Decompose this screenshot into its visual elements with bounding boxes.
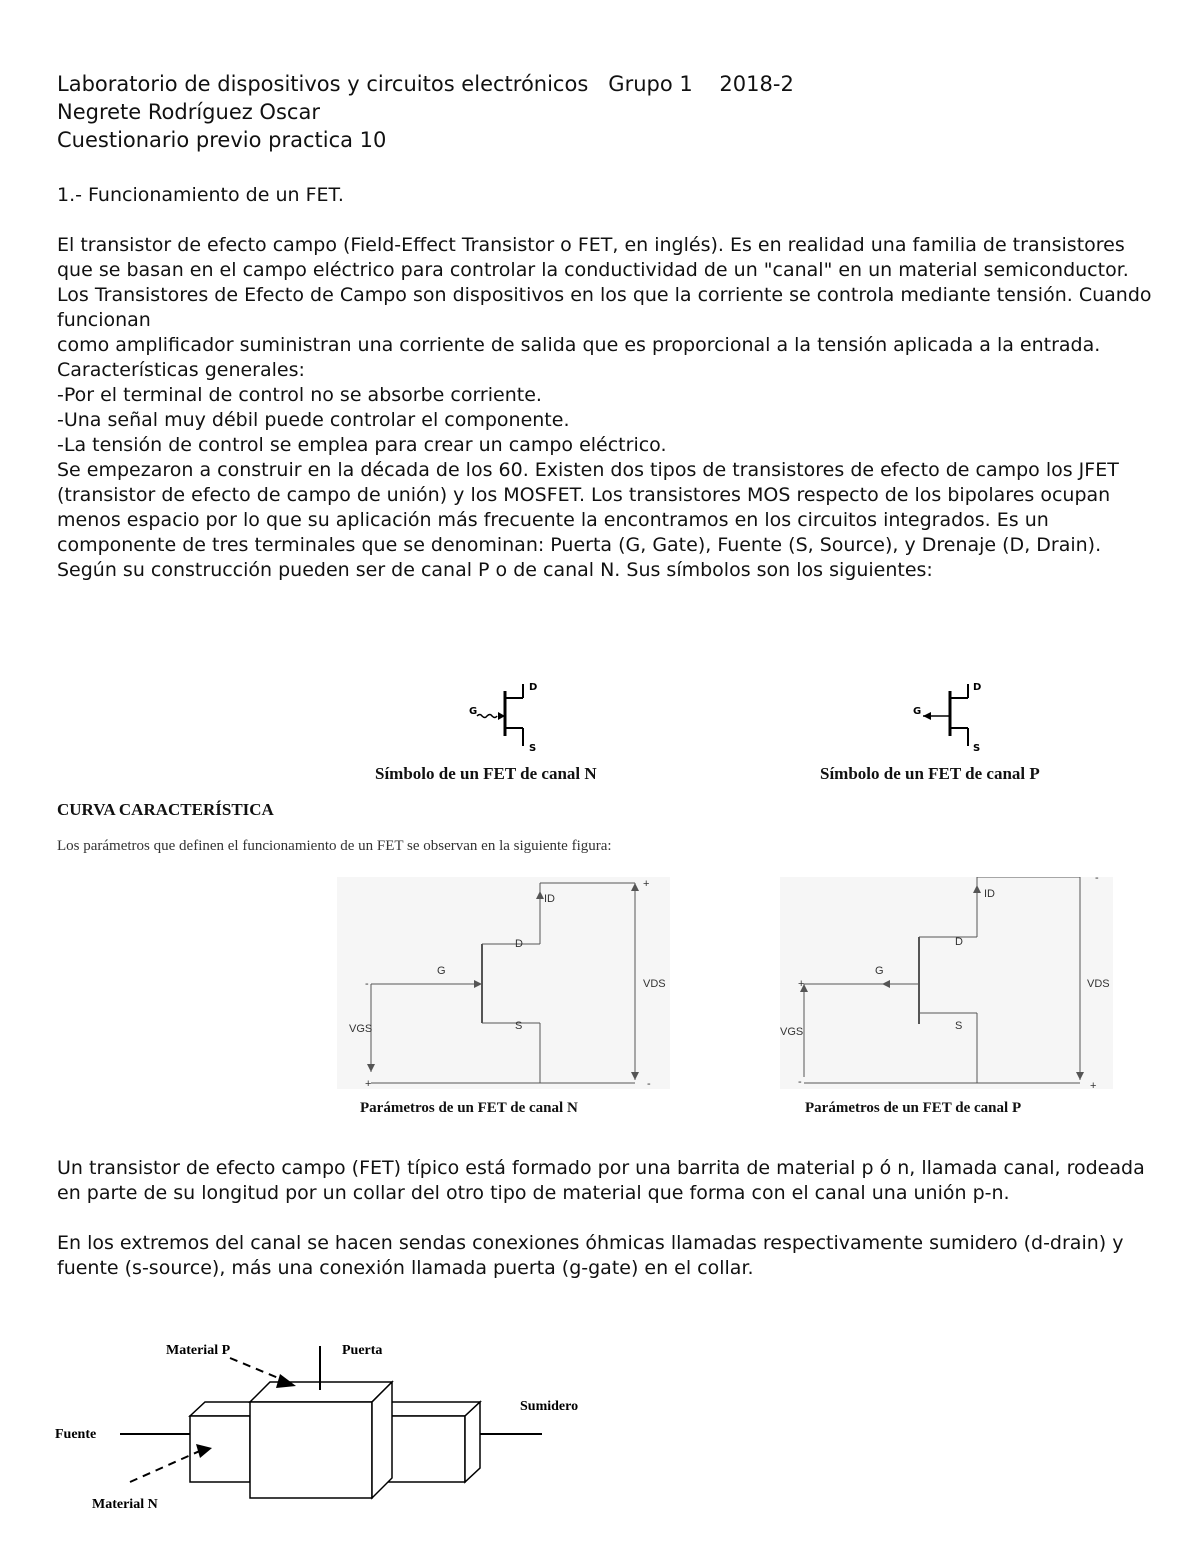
p-params-caption: Parámetros de un FET de canal P bbox=[805, 1100, 1022, 1116]
label-d: D bbox=[955, 936, 963, 948]
fet-structure-diagram bbox=[50, 1330, 610, 1520]
section-2 bbox=[57, 1156, 1157, 1281]
label-vgs: VGS bbox=[780, 1026, 804, 1038]
label-s: S bbox=[515, 1020, 523, 1032]
header-author: Negrete Rodríguez Oscar bbox=[57, 100, 320, 124]
curve-intro: Los parámetros que definen el funcionamiento de un FET se observan en la siguiente figura: bbox=[57, 838, 612, 854]
n-symbol-caption: Símbolo de un FET de canal N bbox=[375, 764, 597, 783]
plus-sign: + bbox=[1090, 1080, 1097, 1089]
p-symbol-caption: Símbolo de un FET de canal P bbox=[820, 764, 1040, 783]
paragraph: En los extremos del canal se hacen sendas conexiones óhmicas llamadas respectivamente sumidero (d-drain) y fuente (s-source), más una conexión llamada puerta (g-gate) en el collar. bbox=[57, 1232, 1124, 1279]
label-material-n: Material N bbox=[92, 1497, 158, 1512]
bullet-line: -Una señal muy débil puede controlar el componente. bbox=[57, 409, 570, 431]
symbol-label-g: G bbox=[469, 706, 478, 717]
curve-heading: CURVA CARACTERÍSTICA bbox=[57, 800, 274, 819]
document-header bbox=[57, 70, 794, 154]
label-material-p: Material P bbox=[166, 1343, 231, 1358]
p-channel-fet-symbol bbox=[905, 676, 995, 756]
paragraph: Un transistor de efecto campo (FET) típico está formado por una barrita de material p ó n, llamada canal, rodeada en parte de su longitud por un collar del otro tipo de material que forma con el canal una unión p-n. bbox=[57, 1157, 1145, 1204]
section-1-heading: 1.- Funcionamiento de un FET. bbox=[57, 184, 344, 206]
p-channel-parameters-diagram bbox=[780, 877, 1113, 1089]
plus-sign: + bbox=[643, 878, 650, 890]
plus-sign: + bbox=[365, 1078, 372, 1089]
label-vds: VDS bbox=[1087, 978, 1110, 990]
label-id: ID bbox=[544, 893, 555, 905]
header-course-line: Laboratorio de dispositivos y circuitos electrónicos Grupo 1 2018-2 bbox=[57, 72, 794, 96]
symbol-label-s: S bbox=[529, 743, 537, 754]
label-vds: VDS bbox=[643, 978, 666, 990]
header-title: Cuestionario previo practica 10 bbox=[57, 128, 387, 152]
bullet-line: -Por el terminal de control no se absorbe corriente. bbox=[57, 384, 542, 406]
minus-sign: - bbox=[647, 1078, 651, 1089]
symbol-label-g: G bbox=[913, 706, 922, 717]
minus-sign: - bbox=[365, 978, 369, 990]
symbol-label-s: S bbox=[973, 743, 981, 754]
n-params-caption: Parámetros de un FET de canal N bbox=[360, 1100, 578, 1116]
section-1 bbox=[57, 183, 1157, 583]
paragraph: El transistor de efecto campo (Field-Effect Transistor o FET, en inglés). Es en realidad una familia de transistores que se basan en el campo eléctrico para controlar la conductividad de un "canal" en un material semiconductor. bbox=[57, 234, 1129, 281]
minus-sign: - bbox=[798, 1076, 802, 1088]
label-id: ID bbox=[984, 888, 995, 900]
n-channel-parameters-diagram bbox=[337, 877, 670, 1089]
label-sumidero: Sumidero bbox=[520, 1399, 579, 1414]
label-fuente: Fuente bbox=[55, 1427, 97, 1442]
n-channel-fet-symbol bbox=[465, 676, 555, 756]
label-s: S bbox=[955, 1020, 963, 1032]
plus-sign: + bbox=[798, 978, 805, 990]
paragraph: como amplificador suministran una corriente de salida que es proporcional a la tensión aplicada a la entrada. Características generales: bbox=[57, 334, 1101, 381]
label-g: G bbox=[875, 965, 884, 977]
symbol-label-d: D bbox=[529, 682, 538, 693]
symbol-label-d: D bbox=[973, 682, 982, 693]
label-g: G bbox=[437, 965, 446, 977]
minus-sign: - bbox=[1095, 877, 1099, 884]
label-d: D bbox=[515, 938, 523, 950]
paragraph: Los Transistores de Efecto de Campo son dispositivos en los que la corriente se controla mediante tensión. Cuando funcionan bbox=[57, 284, 1152, 331]
label-puerta: Puerta bbox=[342, 1343, 383, 1358]
label-vgs: VGS bbox=[349, 1023, 373, 1035]
paragraph: Se empezaron a construir en la década de los 60. Existen dos tipos de transistores de efecto de campo los JFET (transistor de efecto de campo de unión) y los MOSFET. Los transistores MOS respecto de los bipolares ocupan menos espacio por lo que su aplicación más frecuente la encontramos en los circuitos integrados. Es un componente de tres terminales que se denominan: Puerta (G, Gate), Fuente (S, Source), y Drenaje (D, Drain). Según su construcción pueden ser de canal P o de canal N. Sus símbolos son los siguientes: bbox=[57, 459, 1119, 581]
bullet-line: -La tensión de control se emplea para crear un campo eléctrico. bbox=[57, 434, 667, 456]
